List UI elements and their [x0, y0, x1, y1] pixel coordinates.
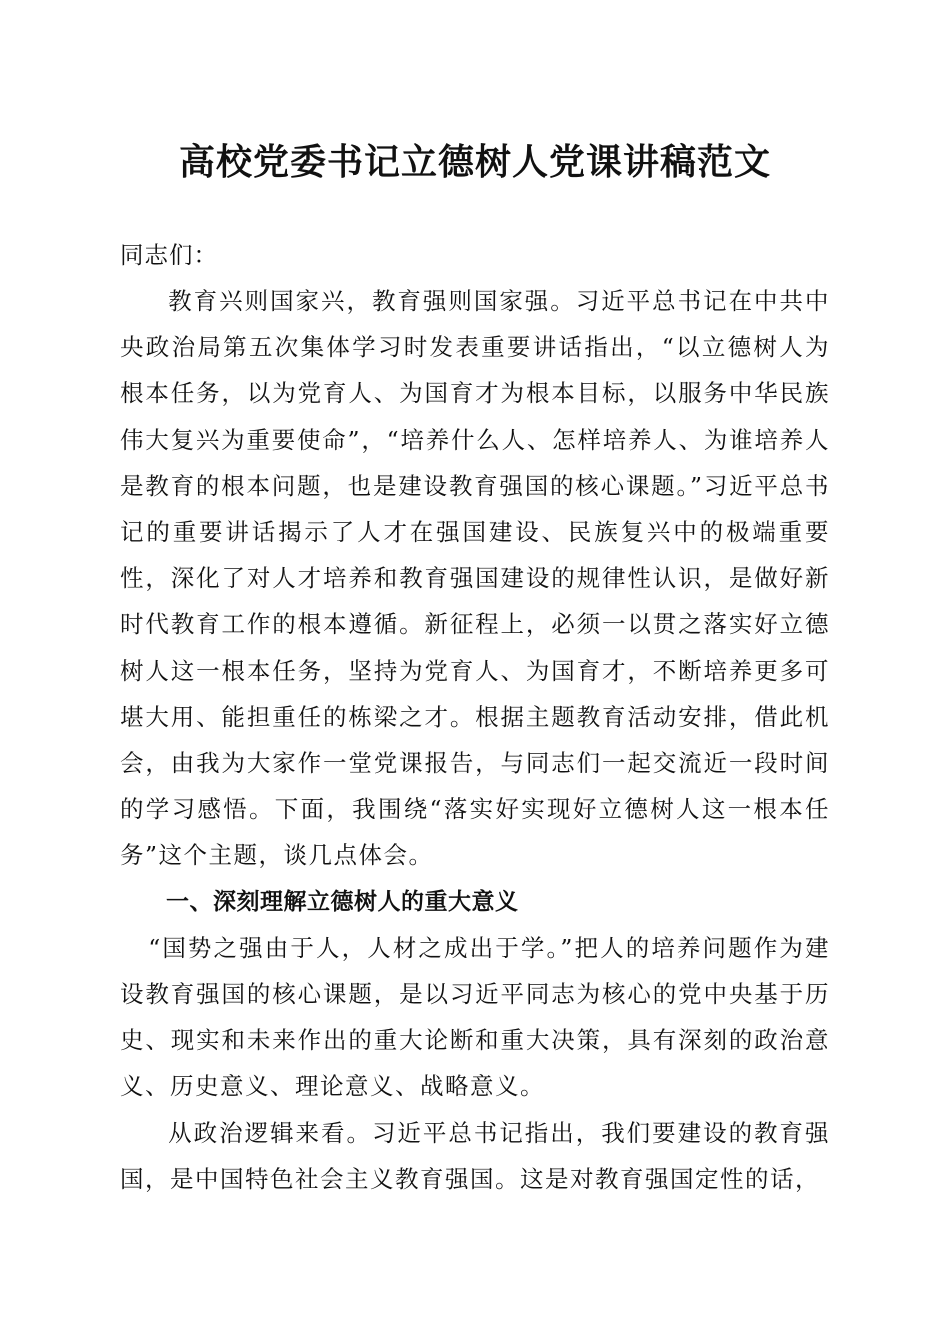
section-paragraph: 从政治逻辑来看。习近平总书记指出，我们要建设的教育强国，是中国特色社会主义教育强国。这是对教育强国定性的话， [120, 1118, 830, 1193]
salutation: 同志们： [120, 241, 218, 269]
section-heading: 一、深刻理解立德树人的重大意义 [166, 888, 519, 915]
intro-paragraph: 教育兴则国家兴，教育强则国家强。习近平总书记在中共中央政治局第五次集体学习时发表重要讲话指出，“以立德树人为根本任务，以为党育人、为国育才为根本目标，以服务中华民族伟大复兴为重要使命”，“培养什么人、怎样培养人、为谁培养人是教育的根本问题，也是建设教育强国的核心课题。”习近平总书记的重要讲话揭示了人才在强国建设、民族复兴中的极端重要性，深化了对人才培养和教育强国建设的规律性认识，是做好新时代教育工作的根本遵循。新征程上，必须一以贯之落实好立德树人这一根本任务，坚持为党育人、为国育才，不断培养更多可堪大用、能担重任的栋梁之才。根据主题教育活动安排，借此机会，由我为大家作一堂党课报告，与同志们一起交流近一段时间的学习感悟。下面，我围绕“落实好实现好立德树人这一根本任务”这个主题，谈几点体会。 [120, 287, 830, 870]
section-paragraph: “国势之强由于人，人材之成出于学。”把人的培养问题作为建设教育强国的核心课题，是以习近平同志为核心的党中央基于历史、现实和未来作出的重大论断和重大决策，具有深刻的政治意义、历史意义、理论意义、战略意义。 [120, 933, 830, 1101]
document-body [120, 232, 830, 1202]
document-title: 高校党委书记立德树人党课讲稿范文 [178, 141, 771, 183]
